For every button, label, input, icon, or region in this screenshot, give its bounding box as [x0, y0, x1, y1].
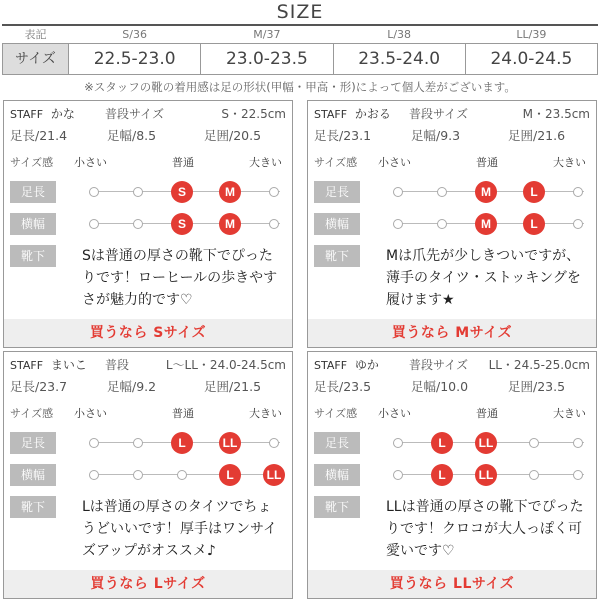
size-marker: L — [431, 432, 453, 454]
scale-dot — [573, 219, 583, 229]
size-marker: L — [431, 464, 453, 486]
fit-row-label: 横幅 — [314, 464, 360, 486]
scale-dot — [133, 438, 143, 448]
size-marker: S — [171, 181, 193, 203]
scale-dot — [133, 219, 143, 229]
foot-girth: 足囲/20.5 — [204, 128, 262, 143]
individual-difference-note: ※スタッフの靴の着用感は足の形状(甲幅・甲高・形)によって個人差がございます。 — [84, 80, 516, 94]
scale-dot — [437, 219, 447, 229]
foot-width: 足幅/10.0 — [411, 379, 469, 394]
usual-size-value: L～LL・24.0-24.5cm — [165, 358, 286, 372]
fit-row-label: 足長 — [314, 181, 360, 203]
fit-row-label: 足長 — [314, 432, 360, 454]
staff-comment: Mは爪先が少しきついですが、薄手のタイツ・ストッキングを履けます★ — [386, 248, 581, 308]
staff-label: STAFF — [314, 359, 348, 372]
usual-size-label: 普段サイズ — [409, 107, 469, 121]
usual-size-label: 普段サイズ — [409, 358, 469, 372]
fit-row-label: 靴下 — [10, 245, 56, 267]
foot-girth: 足囲/23.5 — [508, 379, 566, 394]
fit-row — [10, 213, 286, 235]
fit-row-label: 横幅 — [10, 464, 56, 486]
foot-length: 足長/23.5 — [314, 379, 372, 394]
foot-measurements — [314, 127, 592, 145]
size-marker: S — [171, 213, 193, 235]
staff-name-row — [10, 105, 286, 123]
scale-small: 小さい — [74, 156, 107, 169]
size-marker: L — [523, 213, 545, 235]
size-marker: LL — [263, 464, 285, 486]
staff-label: STAFF — [10, 108, 44, 121]
header-cell: M/37 — [253, 28, 281, 41]
scale-dot — [133, 470, 143, 480]
scale-large: 大きい — [553, 407, 586, 420]
staff-name: ゆか — [354, 358, 379, 372]
scale-large: 大きい — [249, 156, 282, 169]
fit-row-label: 横幅 — [10, 213, 56, 235]
header-cell: LL/39 — [516, 28, 547, 41]
size-chart-table — [2, 27, 598, 75]
scale-dot — [89, 438, 99, 448]
foot-width: 足幅/9.3 — [411, 128, 461, 143]
size-marker: M — [475, 181, 497, 203]
scale-dot — [393, 219, 403, 229]
size-cell: 23.5-24.0 — [333, 44, 465, 75]
fit-row — [314, 432, 590, 454]
recommended-size: 買うなら LLサイズ — [308, 570, 596, 598]
scale-title: サイズ感 — [10, 156, 54, 169]
size-marker: LL — [219, 432, 241, 454]
scale-dot — [269, 219, 279, 229]
foot-girth: 足囲/21.5 — [204, 379, 262, 394]
foot-length: 足長/23.7 — [10, 379, 68, 394]
scale-small: 小さい — [378, 407, 411, 420]
fit-row-label: 横幅 — [314, 213, 360, 235]
header-cell: L/38 — [387, 28, 412, 41]
scale-title: サイズ感 — [314, 156, 358, 169]
scale-dot — [393, 187, 403, 197]
foot-width: 足幅/8.5 — [107, 128, 157, 143]
staff-comment: LLは普通の厚さの靴下でぴったりです！クロコが大人っぽく可愛いです♡ — [386, 499, 584, 559]
row-label: サイズ — [3, 44, 69, 75]
recommended-size: 買うなら Mサイズ — [308, 319, 596, 347]
scale-dot — [89, 219, 99, 229]
scale-dot — [529, 470, 539, 480]
usual-size-value: S・22.5cm — [221, 107, 286, 121]
usual-size-label: 普段サイズ — [105, 107, 165, 121]
fit-row-label: 足長 — [10, 181, 56, 203]
size-cell: 23.0-23.5 — [201, 44, 333, 75]
recommended-size: 買うなら Sサイズ — [4, 319, 292, 347]
scale-header — [314, 155, 586, 171]
title-divider — [2, 24, 598, 26]
staff-name-row — [314, 105, 590, 123]
fit-row — [314, 181, 590, 203]
scale-dot — [269, 187, 279, 197]
scale-normal: 普通 — [172, 407, 194, 420]
size-cell: 24.0-24.5 — [465, 44, 597, 75]
fit-row-label: 靴下 — [314, 496, 360, 518]
staff-comment: Lは普通の厚さのタイツでちょうどいいです！厚手はワンサイズアップがオススメ♪ — [82, 499, 278, 559]
fit-row-label: 靴下 — [314, 245, 360, 267]
size-chart-header-row — [3, 27, 598, 44]
fit-row — [314, 464, 590, 486]
scale-dot — [437, 187, 447, 197]
fit-row-label: 足長 — [10, 432, 56, 454]
foot-width: 足幅/9.2 — [107, 379, 157, 394]
foot-measurements — [10, 378, 288, 396]
staff-card — [3, 100, 293, 348]
scale-header — [10, 406, 282, 422]
recommended-size: 買うなら Lサイズ — [4, 570, 292, 598]
scale-normal: 普通 — [476, 156, 498, 169]
staff-label: STAFF — [10, 359, 44, 372]
usual-size-value: LL・24.5-25.0cm — [488, 358, 590, 372]
scale-header — [10, 155, 282, 171]
fit-row — [10, 181, 286, 203]
fit-row — [10, 432, 286, 454]
foot-girth: 足囲/21.6 — [508, 128, 566, 143]
foot-length: 足長/21.4 — [10, 128, 68, 143]
foot-measurements — [314, 378, 592, 396]
usual-size-value: M・23.5cm — [522, 107, 590, 121]
size-marker: M — [475, 213, 497, 235]
fit-row — [10, 464, 286, 486]
scale-small: 小さい — [378, 156, 411, 169]
scale-dot — [529, 438, 539, 448]
foot-length: 足長/23.1 — [314, 128, 372, 143]
size-marker: LL — [475, 464, 497, 486]
usual-size-label: 普段 — [105, 358, 130, 372]
fit-row-label: 靴下 — [10, 496, 56, 518]
scale-normal: 普通 — [172, 156, 194, 169]
scale-title: サイズ感 — [314, 407, 358, 420]
staff-card — [307, 351, 597, 599]
scale-dot — [573, 438, 583, 448]
scale-dot — [89, 187, 99, 197]
size-marker: LL — [475, 432, 497, 454]
staff-card — [3, 351, 293, 599]
staff-name-row — [314, 356, 590, 374]
size-marker: L — [171, 432, 193, 454]
scale-dot — [133, 187, 143, 197]
size-marker: L — [219, 464, 241, 486]
page-title: SIZE — [276, 1, 324, 23]
scale-dot — [573, 470, 583, 480]
scale-dot — [393, 470, 403, 480]
scale-large: 大きい — [553, 156, 586, 169]
scale-header — [314, 406, 586, 422]
scale-title: サイズ感 — [10, 407, 54, 420]
staff-comment: Sは普通の厚さの靴下でぴったりです！ローヒールの歩きやすさが魅力的です♡ — [82, 248, 278, 308]
scale-dot — [393, 438, 403, 448]
size-marker: M — [219, 213, 241, 235]
staff-label: STAFF — [314, 108, 348, 121]
scale-small: 小さい — [74, 407, 107, 420]
scale-dot — [269, 438, 279, 448]
scale-dot — [177, 470, 187, 480]
scale-track — [94, 474, 280, 475]
scale-dot — [89, 470, 99, 480]
staff-card — [307, 100, 597, 348]
staff-name: まいこ — [50, 358, 87, 372]
size-marker: L — [523, 181, 545, 203]
scale-dot — [573, 187, 583, 197]
staff-name: かおる — [354, 107, 391, 121]
scale-large: 大きい — [249, 407, 282, 420]
header-cell: S/36 — [122, 28, 147, 41]
staff-name-row — [10, 356, 286, 374]
foot-measurements — [10, 127, 288, 145]
fit-row — [314, 213, 590, 235]
size-cell: 22.5-23.0 — [69, 44, 201, 75]
size-marker: M — [219, 181, 241, 203]
header-cell: 表記 — [24, 28, 47, 41]
scale-normal: 普通 — [476, 407, 498, 420]
size-chart-value-row — [3, 44, 598, 75]
staff-name: かな — [50, 107, 75, 121]
